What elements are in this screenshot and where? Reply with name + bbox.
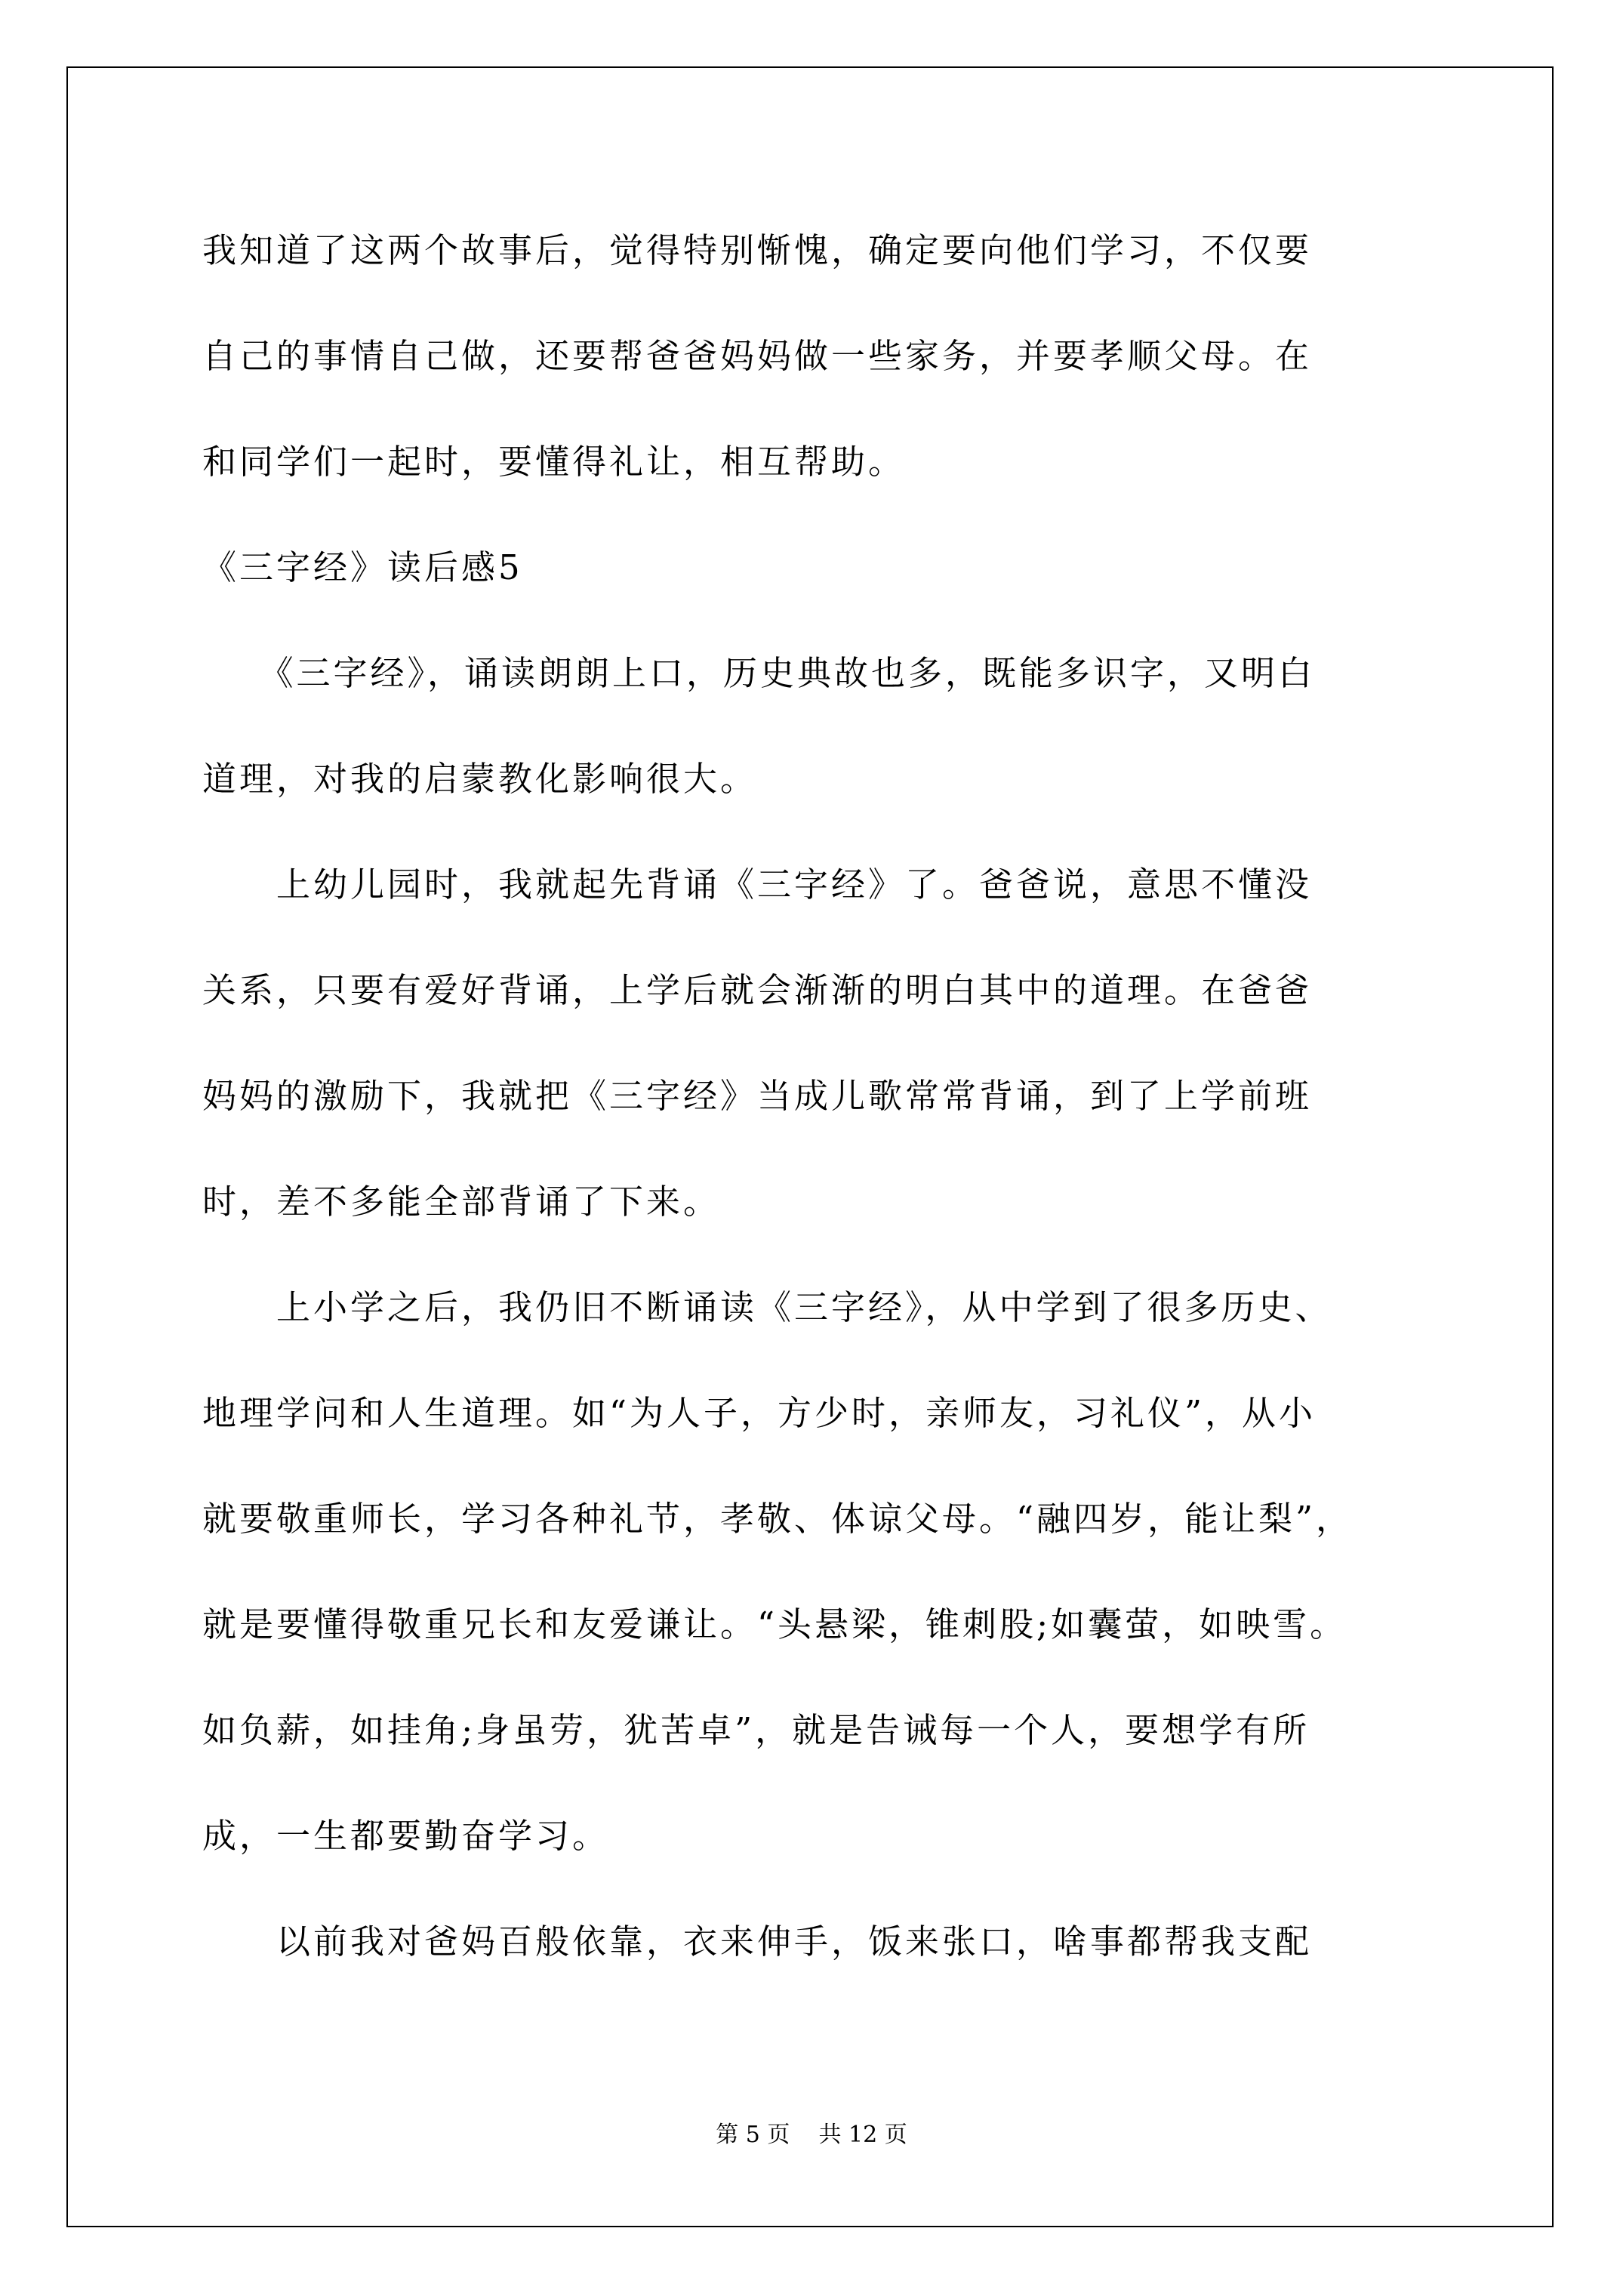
text-line: 上幼儿园时，我就起先背诵《三字经》了。爸爸说，意思不懂没 [202, 864, 1313, 905]
text-line: 就要敬重师长，学习各种礼节，孝敬、体谅父母。“融四岁，能让梨”， [202, 1499, 1354, 1539]
page-border [66, 66, 1554, 2227]
text-line: 《三字经》，诵读朗朗上口，历史典故也多，既能多识字，又明白 [202, 653, 1316, 693]
text-line: 自己的事情自己做，还要帮爸爸妈妈做一些家务，并要孝顺父母。在 [202, 336, 1313, 376]
text-line: 如负薪，如挂角;身虽劳，犹苦卓”，就是告诫每一个人，要想学有所 [202, 1710, 1310, 1750]
text-line: 成，一生都要勤奋学习。 [202, 1816, 610, 1856]
text-line: 和同学们一起时，要懂得礼让，相互帮助。 [202, 442, 906, 482]
text-line: 道理，对我的启蒙教化影响很大。 [202, 759, 758, 799]
text-line: 地理学问和人生道理。如“为人子，方少时，亲师友，习礼仪”，从小 [202, 1393, 1317, 1433]
text-line: 上小学之后，我仍旧不断诵读《三字经》，从中学到了很多历史、 [202, 1287, 1332, 1327]
text-line: 妈妈的激励下，我就把《三字经》当成儿歌常常背诵，到了上学前班 [202, 1076, 1313, 1116]
section-heading: 《三字经》读后感5 [202, 547, 523, 587]
text-line: 时，差不多能全部背诵了下来。 [202, 1182, 721, 1222]
text-line: 就是要懂得敬重兄长和友爱谦让。“头悬梁，锥刺股;如囊萤，如映雪。 [202, 1604, 1347, 1644]
text-line: 以前我对爸妈百般依靠，衣来伸手，饭来张口，啥事都帮我支配 [202, 1922, 1313, 1962]
page-number-footer: 第 5 页 共 12 页 [716, 2122, 907, 2148]
text-line: 我知道了这两个故事后，觉得特别惭愧，确定要向他们学习，不仅要 [202, 230, 1313, 270]
text-line: 关系，只要有爱好背诵，上学后就会渐渐的明白其中的道理。在爸爸 [202, 970, 1313, 1010]
